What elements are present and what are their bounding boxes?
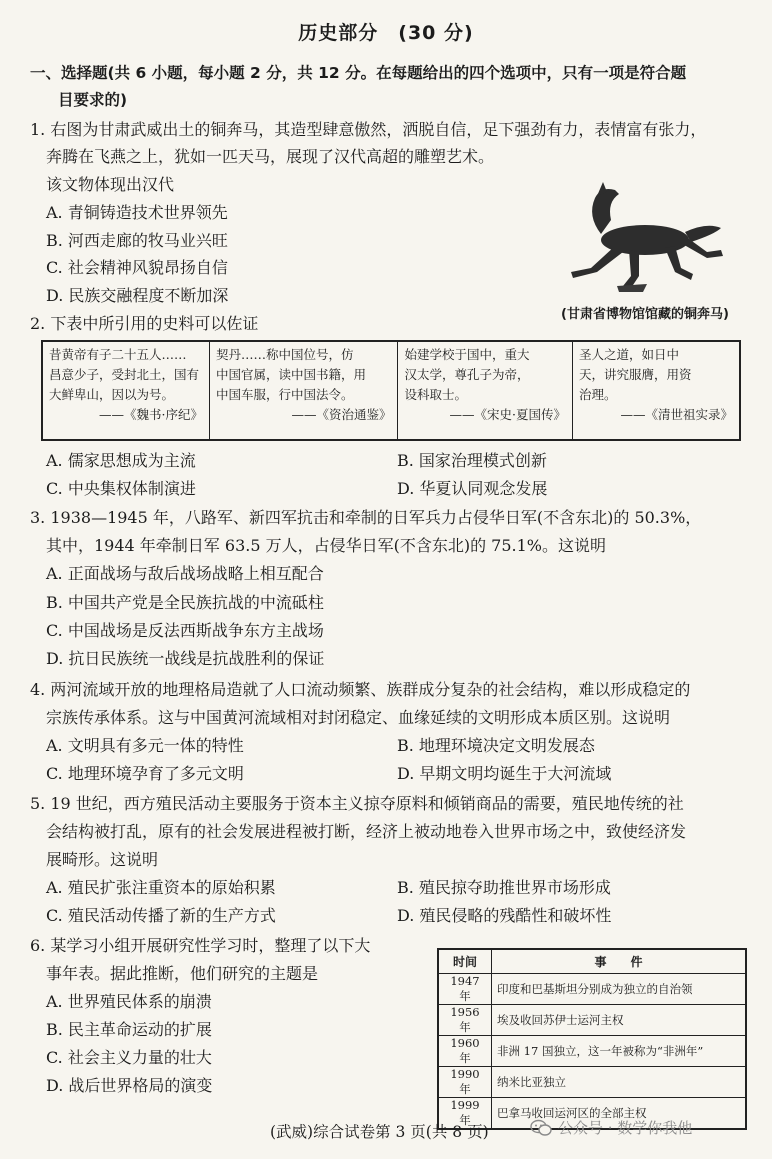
source-citation: ——《魏书·序纪》 <box>99 407 204 422</box>
source-citation: ——《宋史·夏国传》 <box>449 407 566 422</box>
q5-stem-line2: 会结构被打乱，原有的社会发展进程被打断，经济上被动地卷入世界市场之中，致使经济发 <box>46 822 687 841</box>
q6-option-a[interactable]: A. 世界殖民体系的崩溃 <box>46 992 212 1011</box>
source-cell-qingshizu: 圣人之道，如日中 天，讲究服膺，用资 治理。 ——《清世祖实录》 <box>572 341 740 440</box>
source-cell-weishu: 昔黄帝有子二十五人…… 昌意少子，受封北土，国有 大鲜卑山，因以为号。 ——《魏书·序纪》 <box>42 341 210 440</box>
watermark-text: 公众号 · 数学你我他 <box>558 1119 693 1137</box>
section-heading-line2: 目要求的) <box>58 91 128 109</box>
events-timeline-table <box>437 948 747 1130</box>
q5-option-c[interactable]: C. 殖民活动传播了新的生产方式 <box>46 906 276 925</box>
header-time: 时间 <box>438 949 492 974</box>
wechat-icon <box>530 1119 552 1137</box>
q2-option-d[interactable]: D. 华夏认同观念发展 <box>397 479 548 498</box>
q5-option-a[interactable]: A. 殖民扩张注重资本的原始积累 <box>46 878 276 897</box>
q6-option-b[interactable]: B. 民主革命运动的扩展 <box>46 1020 212 1039</box>
table-row: 1960 年 非洲 17 国独立，这一年被称为“非洲年” <box>438 1036 746 1067</box>
q1-option-a[interactable]: A. 青铜铸造技术世界领先 <box>46 203 228 222</box>
header-event: 事 件 <box>492 949 747 974</box>
q1-stem-line1: 1. 右图为甘肃武威出土的铜奔马，其造型肆意傲然，洒脱自信，足下强劲有力，表情富有张力， <box>30 120 707 139</box>
q3-stem-line1: 3. 1938—1945 年，八路军、新四军抗击和牵制的日军兵力占侵华日军(不含东北)的 50.3%， <box>30 508 702 527</box>
q2-option-b[interactable]: B. 国家治理模式创新 <box>397 451 547 470</box>
q3-stem-line2: 其中，1944 年牵制日军 63.5 万人，占侵华日军(不含东北)的 75.1%。这说明 <box>46 536 607 555</box>
q4-stem-line2: 宗族传承体系。这与中国黄河流域相对封闭稳定、血缘延续的文明形成本质区别。这说明 <box>46 708 671 727</box>
q5-stem-line3: 展畸形。这说明 <box>46 850 159 869</box>
table-row: 1990 年 纳米比亚独立 <box>438 1067 746 1098</box>
horse-caption: (甘肃省博物馆馆藏的铜奔马) <box>561 307 729 322</box>
q4-option-a[interactable]: A. 文明具有多元一体的特性 <box>46 736 244 755</box>
page-footer: (武威)综合试卷第 3 页(共 8 页) <box>270 1123 489 1141</box>
q2-stem: 2. 下表中所引用的史料可以佐证 <box>30 314 259 333</box>
q6-option-c[interactable]: C. 社会主义力量的壮大 <box>46 1048 212 1067</box>
q5-option-b[interactable]: B. 殖民掠夺助推世界市场形成 <box>397 878 611 897</box>
q3-option-c[interactable]: C. 中国战场是反法西斯战争东方主战场 <box>46 621 324 640</box>
q3-option-d[interactable]: D. 抗日民族统一战线是抗战胜利的保证 <box>46 649 325 668</box>
q3-option-b[interactable]: B. 中国共产党是全民族抗战的中流砥柱 <box>46 593 324 612</box>
watermark <box>530 1117 692 1138</box>
q1-option-b[interactable]: B. 河西走廊的牧马业兴旺 <box>46 231 228 250</box>
q4-option-b[interactable]: B. 地理环境决定文明发展态 <box>397 736 595 755</box>
source-citation: ——《资治通鉴》 <box>291 407 392 422</box>
q5-option-d[interactable]: D. 殖民侵略的残酷性和破坏性 <box>397 906 612 925</box>
source-cell-songshi: 始建学校于国中，重大 汉太学，尊孔子为帝， 设科取士。 ——《宋史·夏国传》 <box>398 341 573 440</box>
section-heading <box>30 60 750 114</box>
section-heading-line1: 一、选择题(共 6 小题，每小题 2 分，共 12 分。在每题给出的四个选项中，只有一项是符合题 <box>30 64 687 82</box>
q6-option-d[interactable]: D. 战后世界格局的演变 <box>46 1076 213 1095</box>
q2-option-c[interactable]: C. 中央集权体制演进 <box>46 479 196 498</box>
q6-stem-line1: 6. 某学习小组开展研究性学习时，整理了以下大 <box>30 936 371 955</box>
historical-sources-table <box>41 340 741 441</box>
q4-option-c[interactable]: C. 地理环境孕育了多元文明 <box>46 764 244 783</box>
bronze-horse-image <box>557 172 737 302</box>
q4-option-d[interactable]: D. 早期文明均诞生于大河流域 <box>397 764 612 783</box>
q1-option-c[interactable]: C. 社会精神风貌昂扬自信 <box>46 258 228 277</box>
q4-stem-line1: 4. 两河流域开放的地理格局造就了人口流动频繁、族群成分复杂的社会结构，难以形成稳定的 <box>30 680 691 699</box>
source-cell-zizhitongjian: 契丹……称中国位号，仿 中国官属，读中国书籍，用 中国车服，行中国法令。 ——《资治通鉴》 <box>210 341 398 440</box>
q5-stem-line1: 5. 19 世纪，西方殖民活动主要服务于资本主义掠夺原料和倾销商品的需要，殖民地传统的社 <box>30 794 684 813</box>
q6-stem-line2: 事年表。据此推断，他们研究的主题是 <box>46 964 319 983</box>
table-row: 1999 年 巴拿马收回运河区的全部主权 <box>438 1098 746 1130</box>
table-row: 1956 年 埃及收回苏伊士运河主权 <box>438 1005 746 1036</box>
q1-stem-line3: 该文物体现出汉代 <box>46 175 175 194</box>
q1-stem-line2: 奔腾在飞燕之上，犹如一匹天马，展现了汉代高超的雕塑艺术。 <box>46 147 495 166</box>
q2-option-a[interactable]: A. 儒家思想成为主流 <box>46 451 196 470</box>
source-citation: ——《清世祖实录》 <box>620 407 733 422</box>
q1-option-d[interactable]: D. 民族交融程度不断加深 <box>46 286 229 305</box>
page-title: 历史部分 (30 分) <box>298 22 474 44</box>
q3-option-a[interactable]: A. 正面战场与敌后战场战略上相互配合 <box>46 564 324 583</box>
table-row: 1947 年 印度和巴基斯坦分别成为独立的自治领 <box>438 974 746 1005</box>
